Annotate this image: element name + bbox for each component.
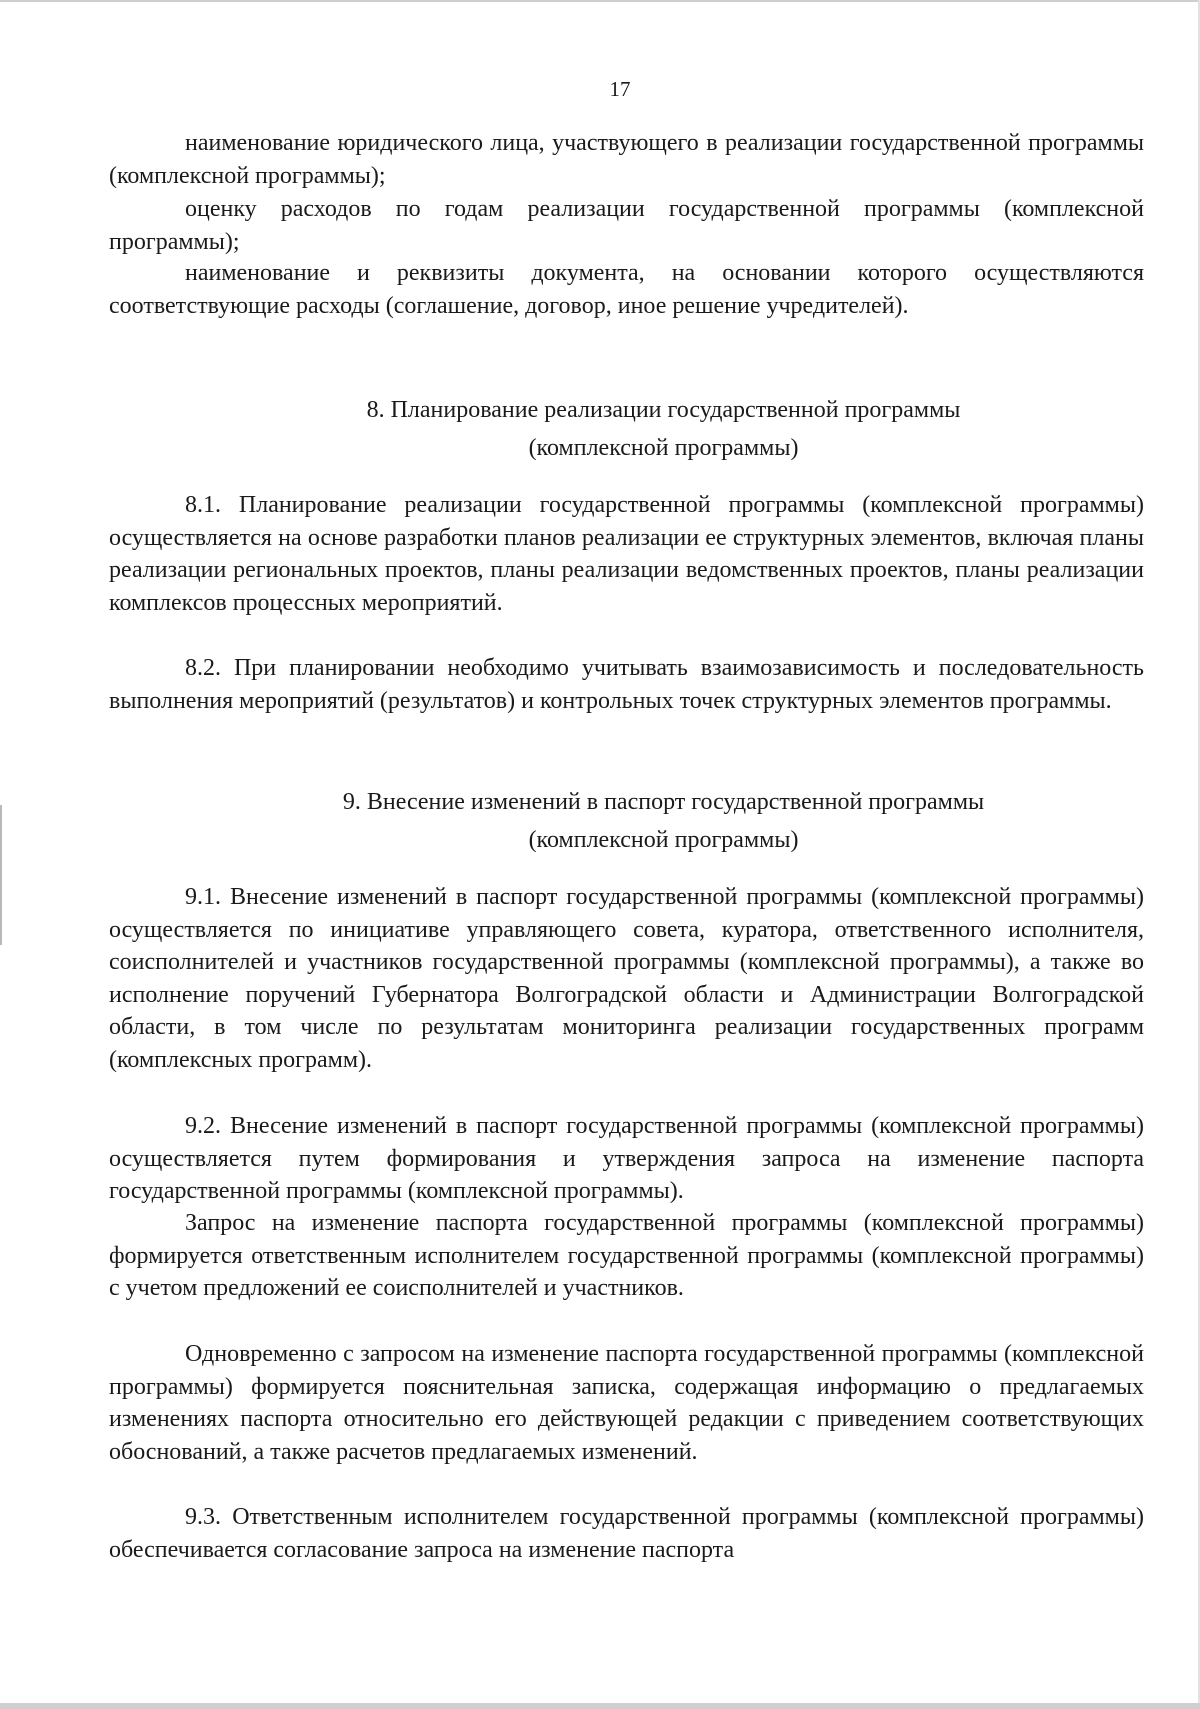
section-9-heading-line-2: (комплексной программы) xyxy=(528,827,799,853)
paragraph-9-3: 9.3. Ответственным исполнителем государственной программы (комплексной программы) обеспечивается согласование запроса на изменение паспорта xyxy=(109,1504,1144,1563)
section-8-heading-line-2: (комплексной программы) xyxy=(528,435,799,461)
section-8-heading xyxy=(146,391,1181,467)
paragraph-8-2: 8.2. При планировании необходимо учитывать взаимозависимость и последовательность выполнения мероприятий (результатов) и контрольных точек структурных элементов программы. xyxy=(109,655,1144,714)
paragraph-expense-estimate: оценку расходов по годам реализации государственной программы (комплексной программы); xyxy=(109,196,1144,255)
paragraph-document-details: наименование и реквизиты документа, на основании которого осуществляются соответствующие расходы (соглашение, договор, иное решение учредителей). xyxy=(109,260,1144,319)
paragraph-8-1: 8.1. Планирование реализации государственной программы (комплексной программы) осуществляется на основе разработки планов реализации ее структурных элементов, включая планы реализации региональных проектов, планы реализации ведомственных проектов, планы реализации комплексов процессных мероприятий. xyxy=(109,492,1144,616)
paragraph-9-2-request: Запрос на изменение паспорта государственной программы (комплексной программы) формируется ответственным исполнителем государственной программы (комплексной программы) с учетом предложений ее соисполнителей и участников. xyxy=(109,1210,1144,1302)
paragraph-9-1: 9.1. Внесение изменений в паспорт государственной программы (комплексной программы) осуществляется по инициативе управляющего совета, куратора, ответственного исполнителя, соисполнителей и участников государственной программы (комплексной программы), а также во исполнение поручений Губернатора Волгоградской области и Администрации Волгоградской области, в том числе по результатам мониторинга реализации государственных программ (комплексных программ). xyxy=(109,884,1144,1073)
scan-border-left xyxy=(0,805,2,945)
section-9-heading xyxy=(146,783,1181,859)
section-9-heading-line-1: 9. Внесение изменений в паспорт государственной программы xyxy=(342,789,985,815)
section-8-heading-line-1: 8. Планирование реализации государственной программы xyxy=(366,397,961,423)
paragraph-9-2-explanatory-note: Одновременно с запросом на изменение паспорта государственной программы (комплексной программы) формируется пояснительная записка, содержащая информацию о предлагаемых изменениях паспорта относительно его действующей редакции с приведением соответствующих обоснований, а также расчетов предлагаемых изменений. xyxy=(109,1341,1144,1465)
paragraph-9-2: 9.2. Внесение изменений в паспорт государственной программы (комплексной программы) осуществляется путем формирования и утверждения запроса на изменение паспорта государственной программы (комплексной программы). xyxy=(109,1113,1144,1205)
page-number: 17 xyxy=(609,77,631,101)
scan-border-bottom xyxy=(0,1703,1200,1709)
paragraph-legal-entity-name: наименование юридического лица, участвующего в реализации государственной программы (комплексной программы); xyxy=(109,130,1144,189)
scan-border-top xyxy=(0,0,1200,2)
